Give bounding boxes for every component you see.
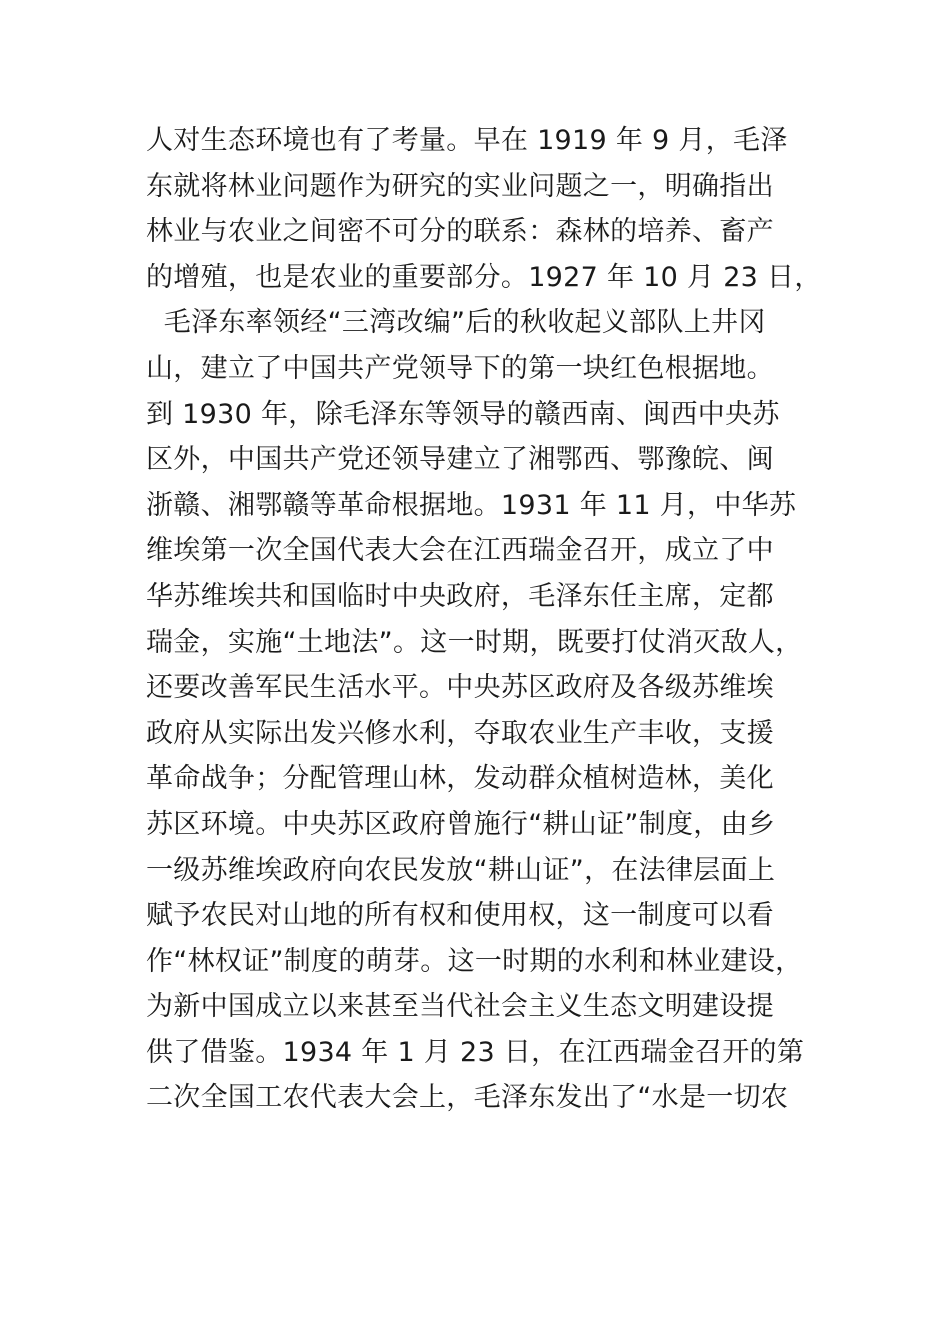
text-line: 人对生态环境也有了考量。早在 1919 年 9 月，毛泽 [146,125,788,156]
text-line: 为新中国成立以来甚至当代社会主义生态文明建设提 [146,991,774,1023]
text-line: 还要改善军民生活水平。中央苏区政府及各级苏维埃 [146,672,774,704]
text-line: 苏区环境。中央苏区政府曾施行“耕山证”制度，由乡 [146,808,776,840]
text-line: 作“林权证”制度的萌芽。这一时期的水利和林业建设， [146,945,803,977]
text-line: 一级苏维埃政府向农民发放“耕山证”，在法律层面上 [146,854,776,886]
text-line: 毛泽东率领经“三湾改编”后的秋收起义部队上井冈 [146,307,766,339]
text-line: 到 1930 年，除毛泽东等领导的赣西南、闽西中央苏 [146,398,780,430]
text-line: 供了借鉴。1934 年 1 月 23 日，在江西瑞金召开的第 [146,1036,805,1068]
text-line: 政府从实际出发兴修水利，夺取农业生产丰收，支援 [146,717,774,749]
text-line: 浙赣、湘鄂赣等革命根据地。1931 年 11 月，中华苏 [146,489,797,521]
text-line: 二次全国工农代表大会上，毛泽东发出了“水是一切农 [146,1082,789,1114]
text-line: 区外，中国共产党还领导建立了湘鄂西、鄂豫皖、闽 [146,444,774,476]
body-paragraph [146,118,826,1121]
text-line: 维埃第一次全国代表大会在江西瑞金召开，成立了中 [146,535,774,567]
text-line: 的增殖，也是农业的重要部分。1927 年 10 月 23 日， [146,261,822,293]
text-line: 东就将林业问题作为研究的实业问题之一，明确指出 [146,170,774,202]
text-line: 林业与农业之间密不可分的联系：森林的培养、畜产 [146,216,774,248]
text-line: 瑞金，实施“土地法”。这一时期，既要打仗消灭敌人， [146,626,803,658]
text-line: 革命战争；分配管理山林，发动群众植树造林，美化 [146,763,774,795]
text-line: 山，建立了中国共产党领导下的第一块红色根据地。 [146,352,774,384]
text-line: 赋予农民对山地的所有权和使用权，这一制度可以看 [146,900,774,932]
text-line: 华苏维埃共和国临时中央政府，毛泽东任主席，定都 [146,580,774,612]
